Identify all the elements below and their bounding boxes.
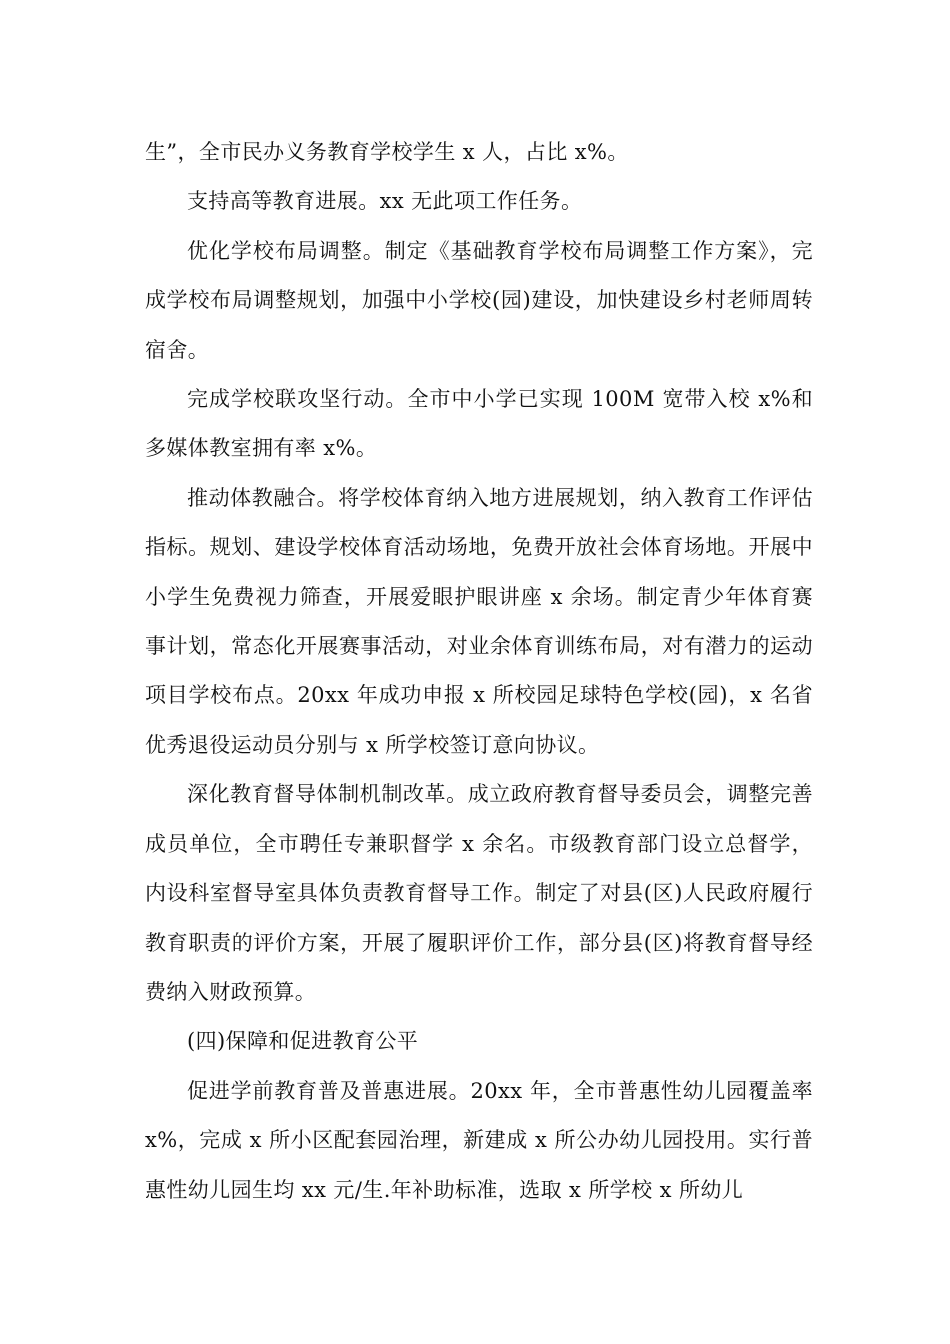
- document-body: [145, 128, 813, 1215]
- paragraph-preschool-education: 促进学前教育普及普惠进展。20xx 年，全市普惠性幼儿园覆盖率 x%，完成 x 所小区配套园治理，新建成 x 所公办幼儿园投用。实行普惠性幼儿园生均 xx 元/生.年补助标准，选取 x 所学校 x 所幼儿: [145, 1078, 813, 1202]
- paragraph-school-network: 完成学校联攻坚行动。全市中小学已实现 100M 宽带入校 x%和多媒体教室拥有率 x%。: [145, 387, 813, 461]
- section-heading-education-equity: (四)保障和促进教育公平: [187, 1029, 419, 1054]
- paragraph-continuation: 生”，全市民办义务教育学校学生 x 人，占比 x%。: [145, 140, 629, 164]
- paragraph-sports-education: 推动体教融合。将学校体育纳入地方进展规划，纳入教育工作评估指标。规划、建设学校体育活动场地，免费开放社会体育场地。开展中小学生免费视力筛查，开展爱眼护眼讲座 x 余场。制定青少年体育赛事计划，常态化开展赛事活动，对业余体育训练布局，对有潜力的运动项目学校布点。20xx 年成功申报 x 所校园足球特色学校(园)，x 名省优秀退役运动员分别与 x 所学校签订意向协议。: [145, 485, 813, 757]
- paragraph-education-supervision: 深化教育督导体制机制改革。成立政府教育督导委员会，调整完善成员单位，全市聘任专兼职督学 x 余名。市级教育部门设立总督学，内设科室督导室具体负责教育督导工作。制定了对县(区)人民政府履行教育职责的评价方案，开展了履职评价工作，部分县(区)将教育督导经费纳入财政预算。: [145, 782, 813, 1004]
- paragraph-school-layout: 优化学校布局调整。制定《基础教育学校布局调整工作方案》，完成学校布局调整规划，加强中小学校(园)建设，加快建设乡村老师周转宿舍。: [145, 238, 813, 362]
- paragraph-higher-education: 支持高等教育进展。xx 无此项工作任务。: [187, 189, 583, 214]
